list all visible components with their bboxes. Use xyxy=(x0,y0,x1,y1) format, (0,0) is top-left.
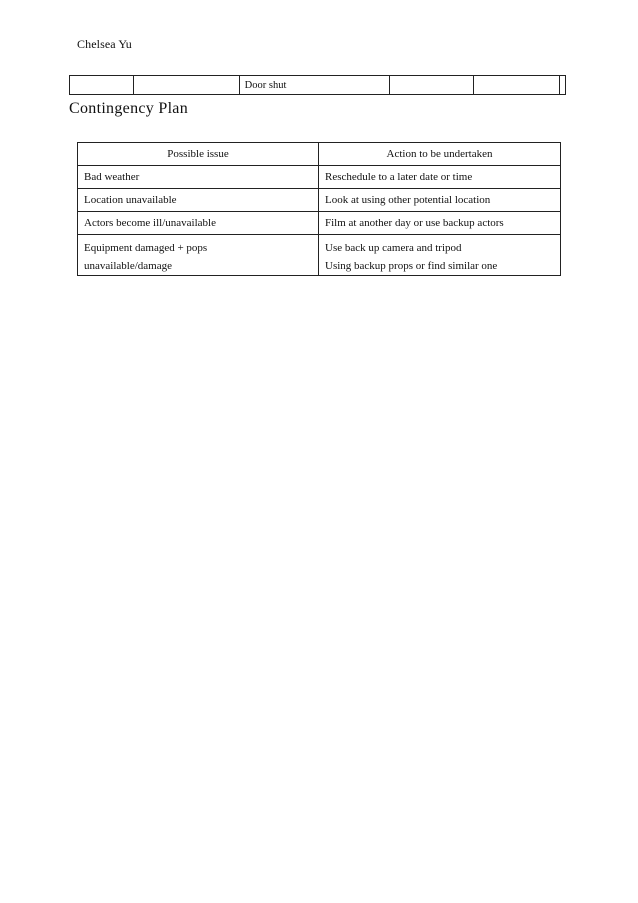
issue-cell: Actors become ill/unavailable xyxy=(78,212,319,235)
column-header-action: Action to be undertaken xyxy=(319,143,561,166)
table-header-row xyxy=(78,143,561,166)
shot-list-table-fragment xyxy=(69,75,566,95)
table-row xyxy=(78,166,561,189)
action-cell: Reschedule to a later date or time xyxy=(319,166,561,189)
issue-line: Equipment damaged + pops xyxy=(84,242,208,254)
action-cell: Film at another day or use backup actors xyxy=(319,212,561,235)
table-row xyxy=(78,235,561,276)
table-cell xyxy=(390,76,474,95)
issue-cell: Location unavailable xyxy=(78,189,319,212)
issue-cell: Bad weather xyxy=(78,166,319,189)
action-cell: Look at using other potential location xyxy=(319,189,561,212)
column-header-issue: Possible issue xyxy=(78,143,319,166)
action-cell xyxy=(319,235,561,276)
table-row xyxy=(70,76,566,95)
table-row xyxy=(78,212,561,235)
section-title: Contingency Plan xyxy=(69,100,189,117)
table-cell xyxy=(560,76,566,95)
action-line: Using backup props or find similar one xyxy=(325,260,498,272)
issue-cell xyxy=(78,235,319,276)
issue-line: unavailable/damage xyxy=(84,260,172,272)
table-cell xyxy=(134,76,239,95)
table-row xyxy=(78,189,561,212)
table-cell xyxy=(474,76,560,95)
author-name: Chelsea Yu xyxy=(77,37,132,51)
action-line: Use back up camera and tripod xyxy=(325,242,462,254)
table-cell xyxy=(70,76,134,95)
table-cell: Door shut xyxy=(239,76,390,95)
contingency-table xyxy=(77,142,561,276)
